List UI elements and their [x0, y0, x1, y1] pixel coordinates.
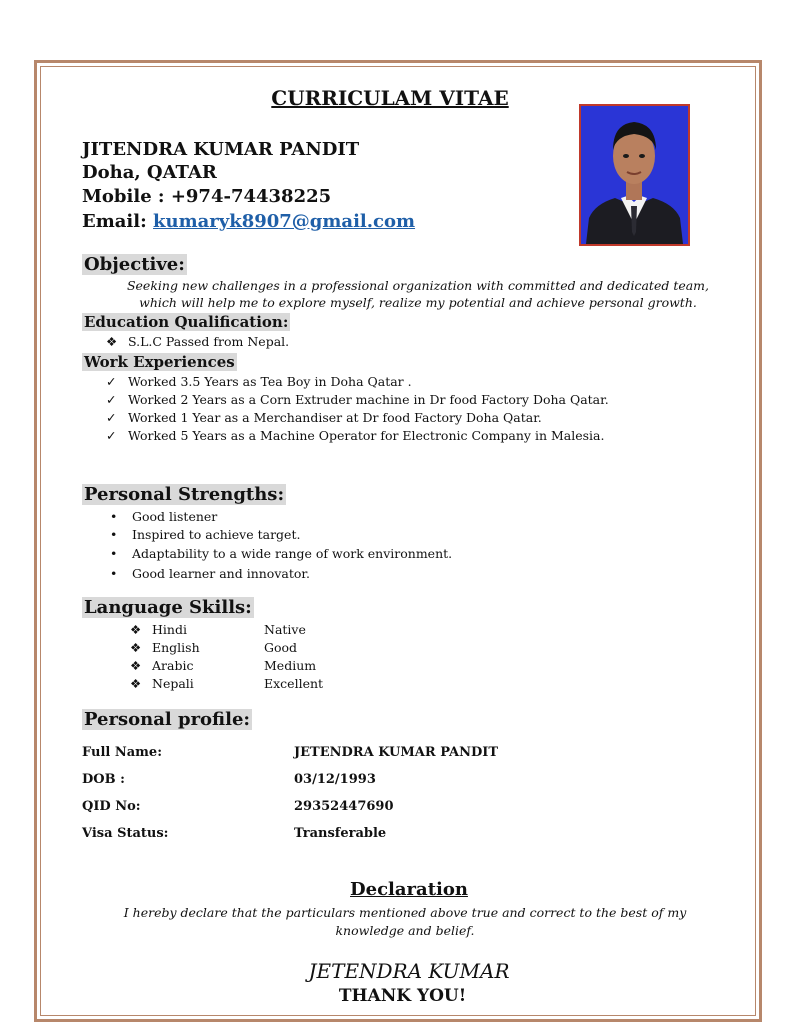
candidate-email-line — [82, 211, 415, 232]
diamond-bullet-icon: ❖ — [130, 676, 142, 691]
list-item: ✓ Worked 1 Year as a Merchandiser at Dr food Factory Doha Qatar. — [106, 410, 542, 425]
bullet-icon: • — [110, 546, 118, 561]
profile-label: QID No: — [82, 799, 141, 814]
bullet-icon: • — [110, 527, 118, 542]
diamond-bullet-icon: ❖ — [130, 658, 142, 673]
section-heading-languages: Language Skills: — [84, 597, 252, 618]
signature-name: JETENDRA KUMAR — [308, 959, 510, 983]
candidate-name: JITENDRA KUMAR PANDIT — [82, 139, 360, 160]
candidate-photo — [579, 104, 690, 246]
closing-thanks: THANK YOU! — [338, 986, 467, 1006]
candidate-location: Doha, QATAR — [82, 162, 217, 183]
diamond-bullet-icon: ❖ — [130, 622, 142, 637]
section-heading-profile: Personal profile: — [84, 709, 251, 730]
declaration-text: I hereby declare that the particulars mentioned above true and correct to the best of my knowledge and belief. — [123, 905, 687, 938]
profile-value: 03/12/1993 — [294, 772, 376, 787]
email-label: Email: — [82, 211, 154, 232]
person-photo-icon — [581, 106, 688, 244]
checkmark-icon: ✓ — [106, 428, 117, 443]
checkmark-icon: ✓ — [106, 374, 117, 389]
language-row: ❖ Hindi Native — [130, 622, 306, 637]
document-title: CURRICULAM VITAE — [271, 86, 509, 110]
section-heading-strengths: Personal Strengths: — [84, 484, 285, 505]
candidate-mobile: Mobile : +974-74438225 — [82, 186, 332, 207]
list-item: • Good learner and innovator. — [110, 566, 310, 581]
bullet-icon: • — [110, 566, 118, 581]
language-row: ❖ Nepali Excellent — [130, 676, 324, 691]
language-row: ❖ English Good — [130, 640, 298, 655]
checkmark-icon: ✓ — [106, 392, 117, 407]
objective-text: Seeking new challenges in a professional organization with committed and dedicated team, which will help me to explore myself, realize my potential and achieve personal growth. — [126, 278, 710, 310]
profile-label: Visa Status: — [82, 826, 169, 841]
list-item: ✓ Worked 2 Years as a Corn Extruder machine in Dr food Factory Doha Qatar. — [106, 392, 609, 407]
profile-value: JETENDRA KUMAR PANDIT — [294, 745, 499, 760]
section-heading-education: Education Qualification: — [84, 313, 289, 331]
language-row: ❖ Arabic Medium — [130, 658, 317, 673]
diamond-bullet-icon: ❖ — [106, 334, 118, 349]
profile-value: Transferable — [294, 826, 387, 841]
list-item: ❖ S.L.C Passed from Nepal. — [106, 334, 290, 349]
checkmark-icon: ✓ — [106, 410, 117, 425]
profile-label: DOB : — [82, 772, 125, 787]
section-heading-work: Work Experiences — [84, 353, 235, 371]
declaration-heading: Declaration — [350, 879, 468, 900]
email-link[interactable]: kumaryk8907@gmail.com — [153, 211, 416, 232]
bullet-icon: • — [110, 509, 118, 524]
diamond-bullet-icon: ❖ — [130, 640, 142, 655]
list-item: • Adaptability to a wide range of work environment. — [110, 546, 453, 561]
list-item: • Good listener — [110, 509, 218, 524]
list-item: ✓ Worked 5 Years as a Machine Operator for Electronic Company in Malesia. — [106, 428, 605, 443]
profile-value: 29352447690 — [294, 799, 394, 814]
profile-label: Full Name: — [82, 745, 162, 760]
list-item: • Inspired to achieve target. — [110, 527, 301, 542]
section-heading-objective: Objective: — [84, 254, 185, 275]
list-item: ✓ Worked 3.5 Years as Tea Boy in Doha Qatar . — [106, 374, 412, 389]
